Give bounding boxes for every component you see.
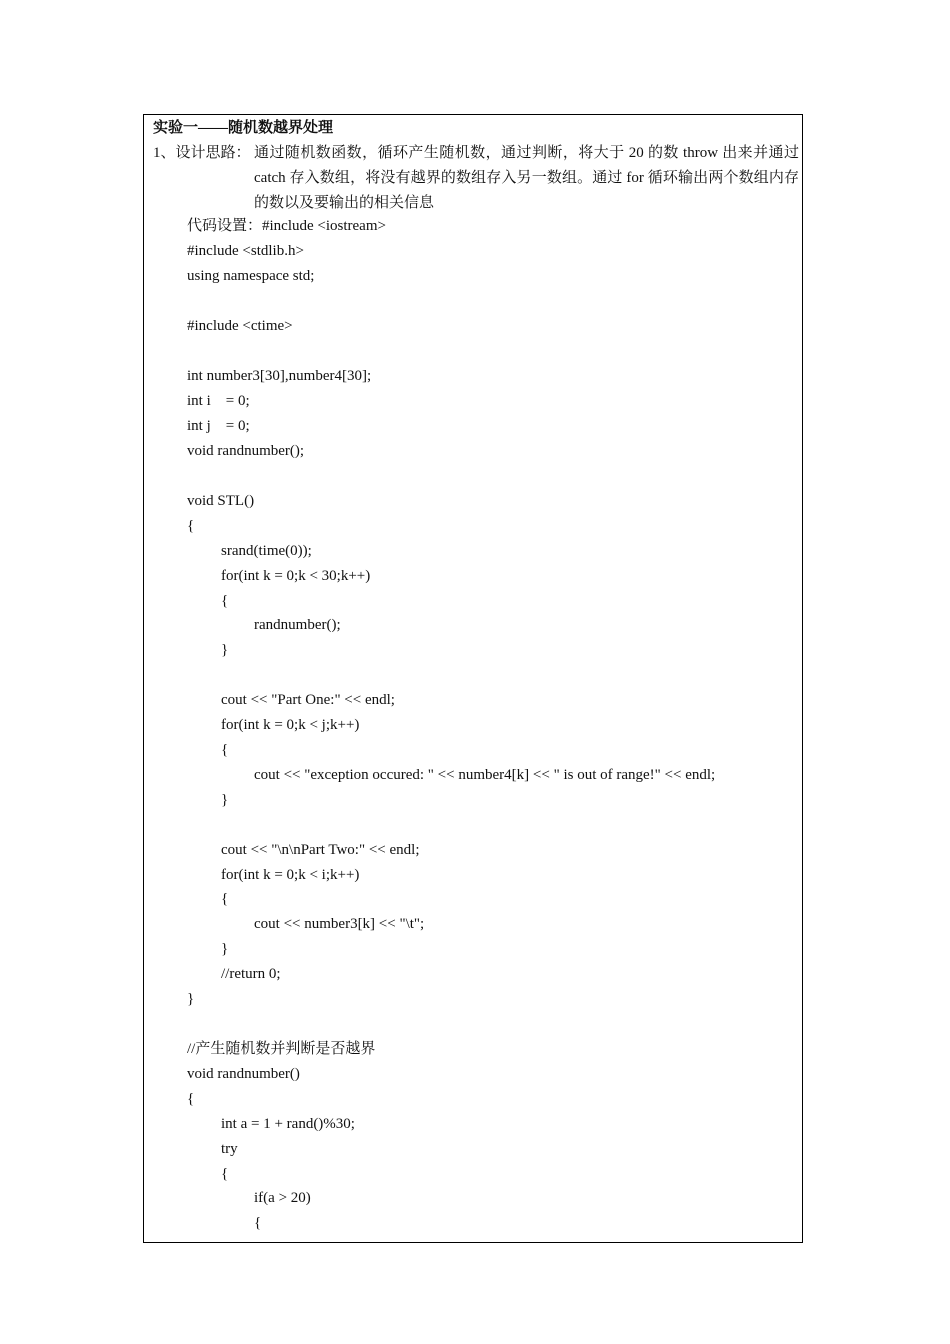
- code-line: cout << number3[k] << "\t";: [254, 916, 425, 932]
- code-line: {: [254, 1215, 262, 1231]
- code-line: void STL(): [187, 493, 255, 509]
- design-idea-text: 通过随机数函数，循环产生随机数，通过判断，将大于 20 的数 throw 出来并通过 catch 存入数组，将没有越界的数组存入另一数组。通过 for 循环输出两个数组内存的数以及要输出的相关信息: [254, 145, 799, 211]
- code-line: void randnumber();: [187, 443, 305, 459]
- code-line: //return 0;: [221, 966, 281, 982]
- code-line: int a = 1 + rand()%30;: [221, 1116, 355, 1132]
- code-line: #include <stdlib.h>: [187, 243, 304, 259]
- design-idea-label: 1、设计思路：: [153, 145, 251, 161]
- code-line: void randnumber(): [187, 1066, 300, 1082]
- code-line: #include <ctime>: [187, 318, 293, 334]
- code-line: {: [187, 1091, 195, 1107]
- code-line: cout << "exception occured: " << number4[k] << " is out of range!" << endl;: [254, 767, 716, 783]
- code-line: int number3[30],number4[30];: [187, 368, 372, 384]
- code-line: //产生随机数并判断是否越界: [187, 1041, 376, 1057]
- code-line: }: [187, 991, 195, 1007]
- code-line: srand(time(0));: [221, 543, 312, 559]
- code-line: int j = 0;: [187, 418, 250, 434]
- code-line: int i = 0;: [187, 393, 250, 409]
- code-line: }: [221, 792, 229, 808]
- code-line: try: [221, 1141, 238, 1157]
- code-line: for(int k = 0;k < j;k++): [221, 717, 360, 733]
- code-line: {: [221, 891, 229, 907]
- code-line: }: [221, 642, 229, 658]
- code-line: if(a > 20): [254, 1190, 311, 1206]
- code-line: randnumber();: [254, 617, 341, 633]
- code-line: for(int k = 0;k < 30;k++): [221, 568, 371, 584]
- experiment-title: 实验一——随机数越界处理: [153, 120, 334, 136]
- code-line: {: [221, 742, 229, 758]
- code-line: for(int k = 0;k < i;k++): [221, 867, 360, 883]
- code-line: }: [221, 941, 229, 957]
- code-line: cout << "Part One:" << endl;: [221, 692, 395, 708]
- code-line: 代码设置：#include <iostream>: [187, 218, 386, 234]
- code-line: cout << "\n\nPart Two:" << endl;: [221, 842, 420, 858]
- code-line: {: [187, 518, 195, 534]
- code-line: {: [221, 593, 229, 609]
- code-line: {: [221, 1166, 229, 1182]
- code-line: using namespace std;: [187, 268, 315, 284]
